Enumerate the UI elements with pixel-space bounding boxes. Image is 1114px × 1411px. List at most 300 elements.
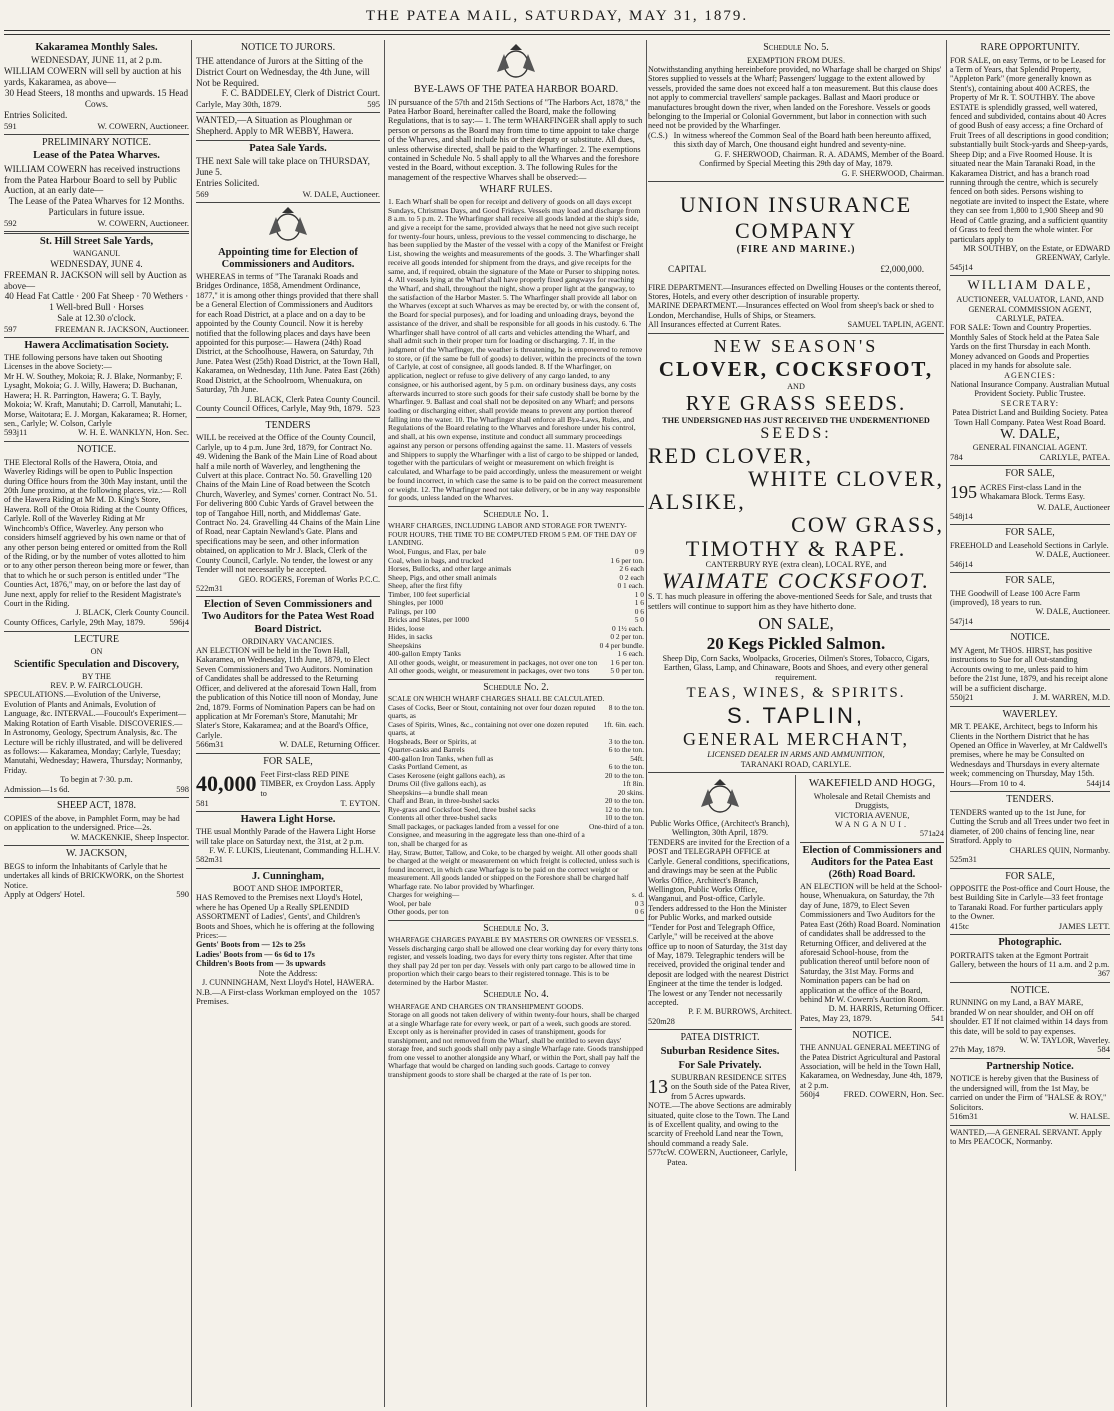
ad-title: St. Hill Street Sale Yards, <box>39 236 154 248</box>
price-line: Children's Boots from — 3s upwards <box>196 959 326 969</box>
ad-intro: IN pursuance of the 57th and 215th Sections of "The Harbors Act, 1878," the Patea Harbor Board, hereinafter called the Board, make the following Regulations, that is to say:— 1. The term WHARFINGER shall apply to such person or persons as the Board may from time to time appoint to take charge of the Wharves, and shall include his or their deputy or substitute. All dues, unless otherwise directed, shall be paid to the Wharfinger. 2. The exemptions contained in Schedule No. 5 shall apply to all the Wharves and the foreshore vested in the Board, without exception. 3. The following Rules for the management of the respective Wharves shall be observed:— <box>388 97 643 182</box>
schedule-title: Schedule No. 3. <box>483 922 549 934</box>
ad-subtitle: BOOT AND SHOE IMPORTER, <box>233 883 343 893</box>
ad-rare-opportunity <box>950 42 1110 272</box>
schedule-item: Rye-grass and Cocksfoot Seed, three bushel sacks <box>388 804 536 814</box>
schedule-item: Bricks and Slates, per 1000 <box>388 615 470 625</box>
ad-jackson-brickwork <box>4 848 189 900</box>
seed-item: ALSIKE, <box>648 489 746 515</box>
schedule-row <box>388 823 644 849</box>
ad-sundries: Sheep Dip, Corn Sacks, Woolpacks, Groceries, Oilmen's Stores, Tobacco, Cigars, Earthen, Glass, Lamp, and Chinaware, Boots and Shoes, and every other general requirement. <box>662 654 930 682</box>
ad-number: 582m31 <box>196 855 223 865</box>
ad-body: THE usual Monthly Parade of the Hawera Light Horse will take place on Saturday next, the 31st, at 2 p.m. <box>196 827 376 846</box>
separator <box>648 333 944 334</box>
schedule-item: Palings, per 100 <box>388 606 436 616</box>
schedule-item: Wool, Fungus, and Flax, per bale <box>388 547 486 556</box>
ad-signature: W. DALE, Auctioneer. <box>1035 550 1110 560</box>
ad-footer: Carlyle, May 30th, 1879. <box>196 99 282 110</box>
fire-department: FIRE DEPARTMENT.—Insurances effected on Dwelling Houses or the contents thereof, Stores, Hotels, and every other description of insurable property. <box>648 282 941 301</box>
schedule-row <box>388 908 644 917</box>
royal-crest-icon <box>491 42 541 82</box>
ad-entries: Entries Solicited. <box>4 109 68 120</box>
separator <box>388 506 644 507</box>
ad-number: 593j11 <box>4 427 28 438</box>
ad-acclimatisation-society <box>4 340 189 438</box>
ad-signature: GEO. ROGERS, Foreman of Works P.C.C. <box>238 574 380 584</box>
ad-subtitle: For Sale Privately. <box>678 1059 762 1071</box>
schedule-item: Shingles, per 1000 <box>388 598 444 608</box>
ad-signature: JAMES LETT. <box>1058 920 1110 931</box>
ad-photographic <box>950 937 1110 978</box>
ad-entries: Entries Solicited. <box>196 178 260 189</box>
ad-office: Public Works Office, (Architect's Branch), Wellington, 30th April, 1879. <box>650 819 790 838</box>
separator <box>950 868 1110 869</box>
schedule-rate: 0 4 per bundle. <box>599 640 644 650</box>
separator <box>648 181 944 182</box>
separator <box>648 772 944 773</box>
schedule-item: 400-gallon Iron Tanks, when full as <box>388 753 494 763</box>
ad-number: 597 <box>4 323 17 334</box>
schedule-rate: 0 6 <box>634 606 644 616</box>
schedule-rate: 1 6 each. <box>617 649 644 659</box>
ad-lecturer: REV. P. W. FAIRCLOUGH. <box>50 681 143 691</box>
ad-body: FOR SALE, on easy Terms, or to be Leased for a Term of Years, that Splendid Property, "Appleton Park" (more generally known as Stent's), containing about 400 ACRES, the Property of Mr R. T. SOUTHBY. The above ESTATE is splendidly grassed, well watered, fenced and subdivided, contains about 40 Acres of good Bush of easy access; a fine Orchard of Fruit Trees of all descriptions in good condition; substantially built Stock-yards and Sheep-yards, Sheep Dip; and a Five Roomed House. It is situated near the Main Taranaki Road, in the Kakaramea District, and has a branch road running through the centre, which is securely fenced on both sides. Persons wishing to negotiate are invited to inspect the Estate, where they can see from 1,800 to 1,900 Sheep and 90 Head of Cattle grazing, and a sufficient quantity of Grass to feed them the whole winter. For particulars apply to <box>950 55 1109 244</box>
secretary-body: Patea District Land and Building Society. Patea Town Hall Company. Patea West Road Board. <box>952 408 1108 427</box>
seed-item: WHITE CLOVER, <box>748 466 944 492</box>
ad-title: LECTURE <box>74 633 119 645</box>
ad-hours: Hours—From 10 to 4. <box>950 777 1026 788</box>
separator <box>388 679 644 680</box>
schedule-item: Wool, per bale <box>388 898 432 908</box>
schedule-item: Drums Oil (five gallons each), as <box>388 779 487 789</box>
ad-time: To begin at 7·30. p.m. <box>60 775 133 785</box>
ad-number: 547j14 <box>950 616 973 626</box>
ad-detail: The Lease of the Patea Wharves for 12 Months. Particulars in future issue. <box>8 196 185 218</box>
ad-title: FOR SALE, <box>1005 870 1055 882</box>
schedule-rate: 6 to the ton. <box>608 762 644 772</box>
ad-kakaramea-sales <box>4 42 189 131</box>
ad-subtitle: (FIRE AND MARINE.) <box>736 243 856 255</box>
ad-electoral-notice <box>4 444 189 627</box>
ad-title: Kakaramea Monthly Sales. <box>35 42 158 53</box>
schedule-item: Other goods, per ton <box>388 907 449 917</box>
ad-number: 584 <box>1097 1044 1110 1055</box>
ad-address: VICTORIA AVENUE, <box>834 810 910 820</box>
seed-item: TIMOTHY & RAPE. <box>685 535 907 561</box>
separator <box>196 140 380 141</box>
ad-title: WAVERLEY. <box>1002 708 1058 720</box>
ad-body: THE Electoral Rolls of the Hawera, Otoia, and Waverley Ridings will be open to Public Inspection during Office hours from the 30th May instant, until the 20th June proximo, at the following places, viz.:— Roll of the Hawera Riding at Mr M. D. King's Store, Hawera. Roll of the Otoia Riding at the County Offices, Carlyle. Roll of the Waverley Riding at Mr Winchcomb's Office, Waverley. Any person who considers himself aggrieved by his own name or that of any other person being entered or omitted from the Roll of the Riding, or by the number of votes allotted to him or to any other person thereon being more or fewer, than that to which he or such person is entitled under "The Counties Act, 1876," may, on or before the last day of June next, apply for relief to the Resident Magistrate's Court in the Riding. <box>4 457 189 609</box>
ad-number: 571a24 <box>919 829 944 839</box>
ad-timber-for-sale <box>196 756 380 808</box>
separator <box>950 934 1110 935</box>
ad-number: 1057 <box>363 986 380 997</box>
ad-partnership-notice <box>950 1061 1110 1122</box>
masthead-rule-2 <box>4 34 1110 35</box>
separator <box>950 1058 1110 1059</box>
ad-town: WANGANUI. <box>834 819 910 829</box>
ad-body: COPIES of the above, in Pamphlet Form, may be had on application to the undersigned. Price—2s. <box>4 813 180 833</box>
ad-footer: CARLYLE, PATEA. <box>1039 451 1110 462</box>
ad-signature: W. W. TAYLOR, Waverley. <box>1019 1035 1110 1045</box>
ad-agent: SAMUEL TAPLIN, AGENT. <box>847 320 944 330</box>
ad-body: THE ANNUAL GENERAL MEETING of the Patea District Agricultural and Pastoral Association, will be held in the Town Hall, Kakaramea, on Wednesday, June 4th, 1879, at 2 p.m. <box>800 1043 943 1090</box>
ad-election-patea-west <box>196 599 380 750</box>
schedule-item: All other goods, weight, or measurement in packages, over two tons <box>388 666 590 676</box>
ad-body: RUNNING on my Land, a BAY MARE, branded W on near shoulder, and OH on off shoulder. ET If not claimed within 14 days from this date, will be sold to pay expenses. <box>950 998 1108 1036</box>
ad-for-sale-goodwill <box>950 575 1110 626</box>
ad-body: OPPOSITE the Post-office and Court House, the best Building Site in Carlyle—33 feet frontage to Taranaki Road. For further particulars apply to the Owner. <box>950 884 1110 922</box>
ad-headline: TEAS, WINES, & SPIRITS. <box>686 685 906 702</box>
ad-footer: Apply at Odgers' Hotel. <box>4 888 85 899</box>
ad-town: CARLYLE, PATEA. <box>996 313 1064 323</box>
ad-signature: W. COWERN, Auctioneer, Carlyle, Patea. <box>666 1147 788 1168</box>
ad-for-sale-freehold <box>950 527 1110 569</box>
schedule-item: Hogsheads, Beer or Spirits, at <box>388 736 477 746</box>
ad-number: 548j14 <box>950 511 973 521</box>
ad-number: 520m28 <box>648 1016 675 1026</box>
capital-label: CAPITAL <box>668 263 707 274</box>
ad-body: S. T. has much pleasure in offering the above-mentioned Seeds for Sale, and trusts that settlers will continue to support him as they have hitherto done. <box>648 592 932 611</box>
ad-title: Partnership Notice. <box>986 1061 1074 1073</box>
schedule-head: EXEMPTION FROM DUES. <box>746 55 846 65</box>
ad-waverley-architect <box>950 709 1110 789</box>
separator <box>196 596 380 597</box>
seal-text: In witness whereof the Common Seal of the Board hath been hereunto affixed, this sixth day of March, One thousand eight hundred and seventy-nine. <box>673 130 932 150</box>
ad-subtitle: ON SALE, <box>758 613 834 633</box>
separator <box>4 797 189 798</box>
ad-signature: W. COWERN, Auctioneer. <box>97 120 189 131</box>
seed-item: RED CLOVER, <box>648 443 813 469</box>
ad-title: NOTICE. <box>1010 632 1050 644</box>
ad-by: BY THE <box>82 671 111 681</box>
ad-title: W. JACKSON, <box>65 848 128 860</box>
ad-title: Hawera Acclimatisation Society. <box>24 340 169 351</box>
separator <box>950 572 1110 573</box>
ad-title: NOTICE TO JURORS. <box>240 42 336 53</box>
separator <box>4 231 189 234</box>
schedule-item: Chaff and Bran, in three-bushel sacks <box>388 796 500 806</box>
column-divider <box>646 40 647 1407</box>
ad-signature: CHARLES QUIN, Normanby. <box>1009 845 1110 855</box>
ad-signature: W. H. E. WANKLYN, Hon. Sec. <box>78 427 189 438</box>
schedule-item: Cases of Cocks, Beer or Stout, containing not over four dozen reputed quarts, as <box>388 702 596 721</box>
seed-item: COW GRASS, <box>791 512 944 538</box>
ad-big-number: 13 <box>648 1075 668 1098</box>
schedule-2b-table <box>388 891 644 917</box>
ad-and: AND <box>787 381 805 391</box>
ad-bye-laws <box>388 42 644 1079</box>
separator <box>196 811 380 812</box>
ad-number: 595 <box>367 99 380 110</box>
schedule-rate: s. d. <box>631 890 644 900</box>
ad-body: BEGS to inform the Inhabitants of Carlyle that he undertakes all kinds of BRICKWORK, on the Shortest Notice. <box>4 861 184 890</box>
ad-body: NOTICE is hereby given that the Business of the undersigned will, from the 1st May, be carried on under the Firm of "HALSE & ROY," Solicitors. <box>950 1074 1107 1112</box>
ad-body: FOR SALE: Town and Country Properties. Monthly Sales of Stock held at the Patea Sale Yards on the first Thursday in each Month. Money advanced on Goods and Properties placed in my hands for absolute sale. <box>950 323 1100 371</box>
ad-big-number: 40,000 <box>196 770 257 796</box>
separator <box>800 1027 944 1028</box>
column-divider <box>191 40 192 1407</box>
seeds-label: SEEDS: <box>760 425 832 443</box>
ad-signature: G. F. SHERWOOD, Chairman. R. A. ADAMS, Member of the Board. <box>714 149 944 159</box>
ad-union-insurance <box>648 192 944 330</box>
ad-lecture <box>4 634 189 795</box>
schedule-item: Hides, in sacks <box>388 632 433 642</box>
ad-body: WHEREAS in terms of "The Taranaki Roads and Bridges Ordinance, 1858, Amendment Ordinance, 1877," it is among other things provided that there shall be a General Election of Commissioners and Auditors for each Road District, at a place and on a day to be appointed by the County Council. Now it is hereby notified that the following places and days have been appointed for this purpose:— Hawera (24th) Road District, at the Schoolhouse, Hawera, on Saturday, 7th June. Patea West (25th) Road District, at the Town Hall, Kakaramea, on Wednesday, 11th June. Patea East (26th) Road District, at the Schoolroom, Whenuakura, on Saturday, 7th June. <box>196 272 380 395</box>
ad-title: PRELIMINARY NOTICE. <box>41 136 152 148</box>
price-line: Ladies' Boots from — 6s 6d to 17s <box>196 949 315 959</box>
ad-headline: S. TAPLIN, <box>726 703 865 729</box>
ad-signature: W. HALSE. <box>1068 1110 1110 1121</box>
schedule-rate: 1ft. 6in. each. <box>603 719 644 729</box>
separator <box>4 337 189 338</box>
ad-body: SPECULATIONS.—Evolution of the Universe, Evolution of Plants and Animals, Evolution of Language, &c. INTERVAL.—Foucoult's Experiment—Making Rotation of Earth Visable. DISCOVERIES.—In Astronomy, Geology, Spectrum Analysis, &c. The Lecture will be richly illustrated, and will be delivered as follows:— Kakaramea, Monday; Carlyle, Tuesday; Manutahi, Wednesday; Hawera, Thursday; Normanby, Friday. <box>4 690 187 775</box>
ad-body: WILLIAM COWERN will sell by auction at his yards, Kakaramea, as above— <box>4 66 182 88</box>
ad-body: WILL be received at the Office of the County Council, Carlyle, up to 4 p.m. June 3rd, 1879, for Contract No. 49. Widening the Bank of the Main Line of Road about half a mile north of Waverley, and lengthening the Culvert at this place. Contract No. 50. Gravelling 120 Chains of the Main Line of Road between the Scotch Church, Waverley, and Symes' corner. Contract No. 51. For delivering 800 Cubic Yards of Gravel between the top of Tangahoe Hill, north, and Middlemas' Gate. Contract No. 24. Gravelling 44 Chains of the Main Line of Road, near Captain Newland's Gate. Plans and specifications may be seen, and other information obtained, on application to Mr J. Black, Clerk of the County Council, Carlyle. No tender, the lowest or any Tender will not necessarily be accepted. <box>196 433 380 575</box>
ad-on: ON <box>90 647 103 657</box>
schedule-item: Sheep, after the first fifty <box>388 581 463 591</box>
ad-date: WEDNESDAY, JUNE 11, at 2 p.m. <box>30 55 163 66</box>
ad-number: 581 <box>196 798 209 809</box>
ad-number: 569 <box>196 188 209 199</box>
schedule-title: Schedule No. 4. <box>483 989 549 1001</box>
schedule-rate: 2 6 each <box>619 564 644 574</box>
schedule-note: Hay, Straw, Butter, Tallow, and Coke, to be charged by weight. All other goods shall be charged at the weight or measurement on which freight is collected, unless such is found incorrect, in which case Wharfage is to be paid on the correct weight or measurement. All goods landed or shipped on the Foreshore shall be charged half Wharfage rate. No labor provided by Wharfinger. <box>388 847 640 891</box>
ad-title: TENDERS <box>265 419 311 431</box>
schedule-rate: 0 6 <box>634 907 644 917</box>
ad-body: FREEMAN R. JACKSON will sell by Auction as above— <box>4 269 187 291</box>
ad-appointing-time <box>196 247 380 414</box>
ad-number: 566m31 <box>196 739 224 750</box>
ad-for-sale-building-site <box>950 871 1110 932</box>
separator <box>950 629 1110 630</box>
ad-nb: N.B.—A First-class Workman employed on the Premises. <box>196 986 358 1007</box>
ad-title: RARE OPPORTUNITY. <box>980 42 1080 53</box>
ad-body: AN ELECTION will be held in the Town Hall, Kakaramea, on Wednesday, 11th June, 1879, to Elect Seven Commissioners and Two Auditors. Nomination of Candidates shall be addressed to the Returning Officer, and delivered at the aforesaid Town Hall, from the publication of this Notice till noon of Monday, June 2nd, 1879. Forms of Nomination Papers can be had on application at Mr Foreman's Store, Manutahi; Mr Slater's Store, Kakaramea; and at the Board's Office, Carlyle. <box>196 646 378 740</box>
marine-department: MARINE DEPARTMENT.—Insurances effected on Wool from sheep's back or shed to London, Merchandise, Hulls of Ships, or Steamers. <box>648 301 934 320</box>
separator <box>950 1125 1110 1126</box>
ad-role: GENERAL FINANCIAL AGENT. <box>972 443 1088 453</box>
ad-number: 550j21 <box>950 691 974 702</box>
ad-names: Mr H. W. Southey, Mokoia; R. J. Blake, Normanby; F. Lysaght, Mokoia; G. J. Willy, Hawera; D. Buchanan, Hawera; H. R. Parrington, Hawera; G. T. Bayly, Mokoia; W. Kraft, Manutahi; D. Carroll, Manutahi; L. Morse, Waitotara; E. J. Morgan, Kakaramea; R. Horner, sen., Carlyle; W. Colson, Carlyle <box>4 371 188 429</box>
separator <box>196 112 380 113</box>
ad-taplin-seeds <box>648 336 944 769</box>
ad-headline: CLOVER, COCKSFOOT, <box>658 356 934 381</box>
confirmation: Confirmed by Special Meeting this 29th day of May, 1879. <box>699 159 893 169</box>
ad-signature: W. MACKENKIE, Sheep Inspector. <box>70 832 189 842</box>
ad-title: SHEEP ACT, 1878. <box>57 800 136 812</box>
column-4 <box>648 40 944 1407</box>
ad-number: 784 <box>950 451 963 462</box>
ad-body: TENDERS are invited for the Erection of a POST and TELEGRAPH OFFICE at Carlyle. General conditions, specifications, and drawings may be seen at the Public Works Office, Architect's Branch, Wellington, Public Works Office, Wanganui, and Post-office, Carlyle. Tenders addressed to the Hon the Minister for Public Works, and marked outside "Tender for Post and Telegraph Office, Carlyle," will be received at the above office up to noon of Saturday, the 31st day of May, 1879. Telegraphic tenders will be received, provided the original tender and deposit are lodged with the nearest District Engineer at the time the tender is lodged. The lowest or any Tender not necessarily accepted. <box>648 837 790 1008</box>
schedule-item: Small packages, or packages landed from a vessel for one Consignee, and measuring in the aggregate less than one-third of a ton, shall be charged for as <box>388 821 585 848</box>
ad-body: WANTED,—A GENERAL SERVANT. Apply to Mrs PEACOCK, Normanby. <box>950 1127 1102 1147</box>
schedule-rate: 8 to the ton. <box>608 702 644 712</box>
ad-body: HAS Removed to the Premises next Lloyd's Hotel, where he has Opened Up a Really SPLENDID ASSORTMENT of Ladies', Gents', and Children's Boots and Shoes, which he is offering at the following Prices:— <box>196 893 375 940</box>
ad-footer: County Council Offices, Carlyle, May 9th, 1879. <box>196 402 363 413</box>
ad-body: THE next Sale will take place on THURSDAY, June 5. <box>196 156 370 178</box>
schedule-item: Cases Kerosene (eight gallons each), as <box>388 770 505 780</box>
ad-subtitle: Suburban Residence Sites. <box>660 1045 780 1057</box>
ad-signature: T. EYTON. <box>340 798 380 809</box>
schedule-item: Coal, when in bags, and trucked <box>388 555 484 565</box>
column-5 <box>950 40 1110 1407</box>
ad-body: Feet First-class RED PINE TIMBER, ex Croydon Lass. Apply to <box>260 769 376 798</box>
ad-number: 525m31 <box>950 855 977 865</box>
ad-number: 522m31 <box>196 583 223 593</box>
schedule-item: Casks Portland Cement, as <box>388 762 468 772</box>
ad-body: AN ELECTION will be held at the School-house, Whenuakura, on Saturday, the 7th day of June, 1879, to Elect Seven Commissioners and Two Auditors for the Patea East (26th) Road Board. Nomination of candidates shall be addressed to the Returning Officer, and delivered at the aforesaid School-house, from the publication thereof until before noon of Saturday, the 31st May. Forms and Nomination papers can be had on application at the office of the Board, behind Mr W. Cowern's Auction Room. <box>800 881 943 1005</box>
ad-wanted-situation <box>196 115 380 137</box>
schedule-rate: 0 3 <box>634 898 644 908</box>
royal-crest-icon <box>263 205 313 245</box>
ad-admission: Admission—1s 6d. <box>4 783 70 794</box>
ad-headline: 20 Kegs Pickled Salmon. <box>706 634 886 654</box>
ad-signature: J. CUNNINGHAM, Next Lloyd's Hotel, HAWERA. <box>201 978 375 988</box>
ad-subtitle: Lease of the Patea Wharves. <box>33 150 160 162</box>
schedule-item: Charges for weighing— <box>388 890 460 900</box>
ad-title: Election of Commissioners and Auditors for the Patea East (26th) Road Board. <box>802 844 942 880</box>
schedule-rate: 6 to the ton. <box>608 745 644 755</box>
ad-body: ACRES First-class Land in the Whakamara Block. Terms Easy. <box>980 482 1085 502</box>
column-2 <box>196 40 380 1407</box>
separator <box>4 845 189 846</box>
agencies-body: National Insurance Company. Australian Mutual Provident Society. Public Trustee. <box>950 379 1110 399</box>
schedule-item: Sheepskins—a bundle shall mean <box>388 787 488 797</box>
seed-item: WAIMATE COCKSFOOT. <box>662 568 930 594</box>
ad-body: THE following persons have taken out Shooting Licenses in the above Society:— <box>4 353 163 372</box>
ad-subtitle: ORDINARY VACANCIES. <box>241 636 335 646</box>
ad-title: Election of Seven Commissioners and Two Auditors for the Patea West Road Board District. <box>201 599 375 635</box>
ad-body: TENDERS wanted up to the 1st June, for Cutting the Scrub and all Trees under two feet in diameter, of 200 chains of fencing line, near Stratford. Apply to <box>950 807 1110 846</box>
ad-cunningham-boots <box>196 871 380 1007</box>
ad-title: Patea Sale Yards. <box>249 142 327 154</box>
ad-title: FOR SALE, <box>1005 575 1055 587</box>
schedule-item: Quarter-casks and Barrels <box>388 745 465 755</box>
seal-mark: (C.S.) <box>648 130 668 140</box>
ad-footer: 27th May, 1879. <box>950 1044 1006 1055</box>
ad-signature: FRED. COWERN, Hon. Sec. <box>843 1089 944 1100</box>
ad-signature: J. BLACK, Clerk County Council. <box>75 608 189 618</box>
ad-notice-to-jurors <box>196 42 380 109</box>
ad-title: FOR SALE, <box>1005 468 1055 480</box>
ad-title: Hawera Light Horse. <box>240 814 336 826</box>
schedule-rate: 5 0 <box>634 615 644 625</box>
separator <box>196 417 380 418</box>
agencies-label: AGENCIES: <box>1004 370 1056 380</box>
ad-headline: NEW SEASON'S <box>713 335 879 356</box>
ad-election-patea-east <box>800 845 944 1024</box>
ad-title: WAKEFIELD AND HOGG, <box>808 777 936 790</box>
ad-subtitle: Wholesale and Retail Chemists and Druggists, <box>813 791 931 811</box>
schedule-rate: 1 6 <box>634 598 644 608</box>
ad-wakefield-hogg <box>800 777 944 839</box>
seed-note: CANTERBURY RYE (extra clean), LOCAL RYE, and <box>705 559 887 569</box>
schedule-item: Cases of Spirits, Wines, &c., containing not over one dozen reputed quarts, at <box>388 719 589 738</box>
schedule-rate: 20 to the ton. <box>604 796 644 806</box>
separator <box>196 753 380 754</box>
rules-title: WHARF RULES. <box>479 184 553 196</box>
ad-address: TARANAKI ROAD, CARLYLE. <box>740 759 852 769</box>
schedule-rate: 20 to the ton. <box>604 770 644 780</box>
schedule-body: Vessels discharging cargo shall be allowed one clear working day for every thirty tons register, and vessels loading, two days for every thirty tons register. After that time they shall pay 2d per ton per day. Vessels with only part cargo to be allowed time in proportion which their cargo bears to their registered tonnage. This is to be determined by the Harbor Master. <box>388 943 643 987</box>
ad-body: WILLIAM COWERN has received instructions from the Patea Harbour Board to sell by Public Auction, at an early date— <box>4 163 181 196</box>
ad-sthill-sale-yards <box>4 236 189 334</box>
separator <box>4 631 189 632</box>
schedule-rate: 20 skins. <box>617 787 644 797</box>
separator <box>800 842 944 843</box>
schedule-row <box>388 704 644 721</box>
rules-body: 1. Each Wharf shall be open for receipt and delivery of goods on all days except Sundays, Christmas Days, and Good Fridays. Vessels may load and discharge from 8 a.m. to 5 p.m. 2. The Wharfinger shall receive all goods landed at the ship's side, and give a receipt for the same, provided always that he need not give such receipt for twenty-four hours, unless, previous to the vessel commencing to discharge, he has been supplied by the Master of the vessel with a copy of the Manifest or Freight List, showing the weights and measurements of the goods. 3. The Wharfinger shall receive all goods intended for shipment from the drays, and give receipts for the same, and, if required, obtain the signature of the Mate or Purser to shipping notes. 4. All vessels lying at the Wharf shall have properly fixed gangways for reaching the Wharf, and shall, throughout the night, show a proper light at the gangway, to the satisfaction of the Harbor Master. 5. The Wharfinger shall provide all labor on the Wharves (except at such Wharves as may be erected by, or with the consent of, the Board for special purposes), and for loading and unloading drays, beyond the assistance of the driver, and shall be responsible for all goods in his custody. 6. The Wharfinger shall have control of all carts and vehicles attending the Wharf, and shall admit such in their proper turn for loading or discharging. 7. If, in the judgment of the Wharfinger, the weather is threatening, he is empowered to remove to store, or (if the same be full of goods) to deliver, within the precincts of the town of Carlyle, at cost of consignee, all goods landed. 8. If the Wharfinger, on application, neglect or refuse to give delivery of any cargo landed, to any consignee, or his authorised agent, by 5 p.m. on ordinary business days, any costs afterwards incurred to store such goods for their safe custody shall be borne by the Wharfinger. 9. Ballast and coal shall not be deposited on any Wharf; and persons loading or discharging either, shall provide means to prevent any portion thereof falling into the water. 10. The Wharfinger shall enforce all Bye-Laws, Rules, and Regulations of the Board relating to the Wharves and foreshore under his control, and shall, at his own expense, institute and conduct all summary proceedings against any person or persons offending against the same. 11. Masters of vessels and Shippers to supply the Wharfinger with a list of cargo to be shipped or landed, together with the particulars of weight or measurement on which freight is calculated, and Wharfage to be paid accordingly, unless the measurement or weight be found incorrect, in which case the same is to be paid on the correct measurement or weight. 12. The Wharfinger need not take delivery, or be in any way responsible for goods, unless landed on the Wharves. <box>388 196 644 503</box>
separator <box>648 1029 792 1030</box>
ad-title: FOR SALE, <box>263 756 313 767</box>
ad-number: 516m31 <box>950 1110 978 1121</box>
ad-number: 598 <box>176 783 189 794</box>
ad-signature: F. W. F. LUKIS, Lieutenant, Commanding H.L.H.V. <box>209 845 380 855</box>
schedule-rate: 0 2 per ton. <box>610 632 644 642</box>
masthead: THE PATEA MAIL, SATURDAY, MAY 31, 1879. <box>365 8 749 24</box>
ad-signature: J. M. WARREN, M.D. <box>1032 691 1110 702</box>
ad-signature: J. BLACK, Clerk Patea County Council. <box>246 394 380 404</box>
ad-licensed: LICENSED DEALER IN ARMS AND AMMUNITION, <box>707 750 885 760</box>
ad-subtitle: AUCTIONEER, VALUATOR, LAND, AND GENERAL COMMISSION AGENT, <box>956 295 1104 314</box>
schedule-rate: 12 to the ton. <box>604 804 644 814</box>
ad-notice-warren <box>950 632 1110 702</box>
separator <box>950 524 1110 525</box>
schedule-title: Schedule No. 1. <box>483 508 549 520</box>
ad-signature: W. DALE, Auctioneer <box>1037 502 1110 512</box>
column-1 <box>4 40 189 1407</box>
schedule-head: WHARF CHARGES, INCLUDING LABOR AND STORAGE FOR TWENTY-FOUR HOURS, THE TIME TO BE COMPUTED FROM 5 P.M. OF THE DAY OF LANDING. <box>388 521 637 548</box>
ad-number: 367 <box>1097 969 1110 979</box>
secretary-label: SECRETARY: <box>1000 398 1060 408</box>
schedule-item: Sheepskins <box>388 640 422 650</box>
ad-number: 577tc <box>648 1147 667 1158</box>
schedule-rate: 54ft. <box>630 753 644 763</box>
column-divider <box>946 40 947 1407</box>
ad-sheep-act <box>4 800 189 842</box>
separator <box>388 920 644 921</box>
schedule-item: Sheep, Pigs, and other small animals <box>388 572 497 582</box>
ad-title: NOTICE. <box>1010 984 1050 996</box>
schedule-row <box>388 616 644 625</box>
schedule-rate: 5 0 per ton. <box>610 666 644 676</box>
separator <box>950 465 1110 466</box>
schedule-rate: One-third of a ton. <box>588 821 644 831</box>
ad-william-dale <box>950 278 1110 462</box>
separator <box>196 868 380 869</box>
ad-notice-bay-mare <box>950 985 1110 1055</box>
ad-number: 544j14 <box>1086 777 1110 788</box>
schedule-body: Storage on all goods not taken delivery of within twenty-four hours, shall be charged at a single Wharfage rate for every week, or part of a week, such goods are stored. Except only as is hereinafter provided in cases of transhipment, goods for transhipment, and not removed from the Wharf, shall be entitled to seven days' storage free, and such goods shall only pay a single Wharfage rate. Goods transhipped from one vessel to another alongside any Wharf, or within the Port, shall pay half the Wharfage that would be charged on landing such goods. Cartage to convey transhipment goods to store shall be charged at the rate of 1s per ton. <box>388 1010 643 1079</box>
ad-title: Photographic. <box>998 937 1062 949</box>
schedule-1-table <box>388 548 644 676</box>
ad-signature: MR SOUTHBY, on the Estate, or EDWARD GREENWAY, Carlyle. <box>963 243 1110 263</box>
ad-signature: G. F. SHERWOOD, Chairman. <box>841 168 944 178</box>
ad-title: NOTICE. <box>852 1029 892 1041</box>
ad-items: 40 Head Fat Cattle · 200 Fat Sheep · 70 Wethers · 1 Well-bred Bull · Horses <box>4 291 189 313</box>
ad-title: WILLIAM DALE, <box>967 277 1093 293</box>
ad-body: MY Agent, Mr THOS. HIRST, has positive instructions to Sue for all Out-standing Accounts owing to me, unless paid to him before the 21st June, 1879, and his receipt alone will be a sufficient discharge. <box>950 645 1108 693</box>
schedule-rate: 1 0 <box>634 589 644 599</box>
ad-signature: W. DALE, Auctioneer. <box>1035 607 1110 617</box>
ad-signature: F. C. BADDELEY, Clerk of District Court. <box>221 88 380 99</box>
ad-preliminary-notice <box>4 137 189 228</box>
ad-signature: W. DALE, Returning Officer. <box>279 739 380 750</box>
ad-note: Note the Address: <box>258 968 318 978</box>
schedule-rate: 0 2 each <box>619 572 644 582</box>
schedule-item: Timber, 100 feet superficial <box>388 589 470 599</box>
